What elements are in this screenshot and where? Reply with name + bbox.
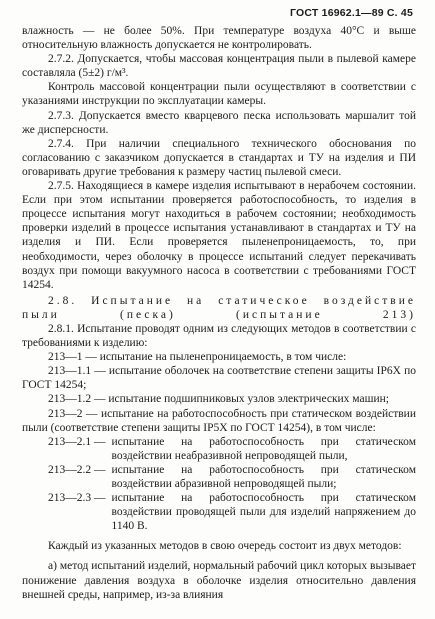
paragraph: Контроль массовой концентрации пыли осуществляют в соответствии с указаниями инструкции по эксплуатации камеры. (22, 81, 416, 108)
method-item: 213—1.1 — испытание оболочек на соответствие степени защиты IP6X по ГОСТ 14254; (22, 365, 416, 392)
method-code: 213—2.2 — (48, 463, 106, 476)
paragraph: Каждый из указанных методов в свою очередь состоит из двух методов: (48, 540, 402, 553)
method-item (22, 463, 416, 491)
page-header: ГОСТ 16962.1—89 С. 45 (290, 7, 413, 19)
method-code: 213—2.1 — (48, 435, 106, 448)
paragraph: 2.7.3. Допускается вместо кварцевого песка использовать маршалит той же дисперсности. (22, 109, 416, 136)
method-item: 213—2 — испытание на работоспособность при статическом воздействии пыли (соответствие степени защиты IP5X по ГОСТ 14254), в том числе: (22, 407, 416, 434)
paragraph: 2.7.2. Допускается, чтобы массовая концентрация пыли в пылевой камере составляла (5±2) г/м³. (22, 53, 416, 80)
paragraph: 2.8.1. Испытание проводят одним из следующих методов в соответствии с требованиями к изделию: (22, 322, 416, 350)
method-text: испытание на работоспособность при статическом воздействии проводящей пыли для изделий напряжением до 1140 В. (111, 492, 416, 533)
method-item (22, 491, 416, 533)
method-code: 213—2.3 — (48, 492, 106, 505)
paragraph: влажность — не более 50%. При температуре воздуха 40°С и выше относительную влажность допускается не контролировать. (22, 25, 416, 52)
method-item: 213—1 — испытание на пыленепроницаемость, в том числе: (48, 351, 347, 364)
method-text: испытание на работоспособность при статическом воздействии неабразивной непроводящей пыли, (111, 435, 416, 462)
method-item: 213—1.2 — испытание подшипниковых узлов электрических машин; (48, 393, 389, 406)
page-body (22, 24, 416, 602)
method-item (22, 435, 416, 463)
paragraph: 2.7.4. При наличии специального технического обоснования по согласованию с заказчиком допускается в стандартах и ТУ на изделия и ПИ оговаривать другие требования к размеру частиц пылевой смеси. (22, 137, 416, 178)
section-title: 2.8. Испытание на статическое воздействие пыли (песка) (испытание 213) (22, 294, 416, 321)
method-text: испытание на работоспособность при статическом воздействии абразивной непроводящей пыли; (111, 463, 416, 490)
paragraph: а) метод испытаний изделий, нормальный рабочий цикл которых вызывает понижение давления воздуха в оболочке изделия относительно давления внешней среды, например, из-за влияния (22, 560, 416, 601)
paragraph: 2.7.5. Находящиеся в камере изделия испытывают в нерабочем состоянии. Если при этом испытании проверяется работоспособность, то изделия в процессе испытания могут находиться в рабочем состоянии; необходимость проверки изделий в процессе испытания устанавливают в стандартах и ТУ на изделия и ПИ. Если проверяется пыленепроницаемость, то, при необходимости, через оболочку в процессе испытаний следует перекачивать воздух при помощи вакуумного насоса в соответствии с требованиями ГОСТ 14254. (22, 180, 416, 291)
